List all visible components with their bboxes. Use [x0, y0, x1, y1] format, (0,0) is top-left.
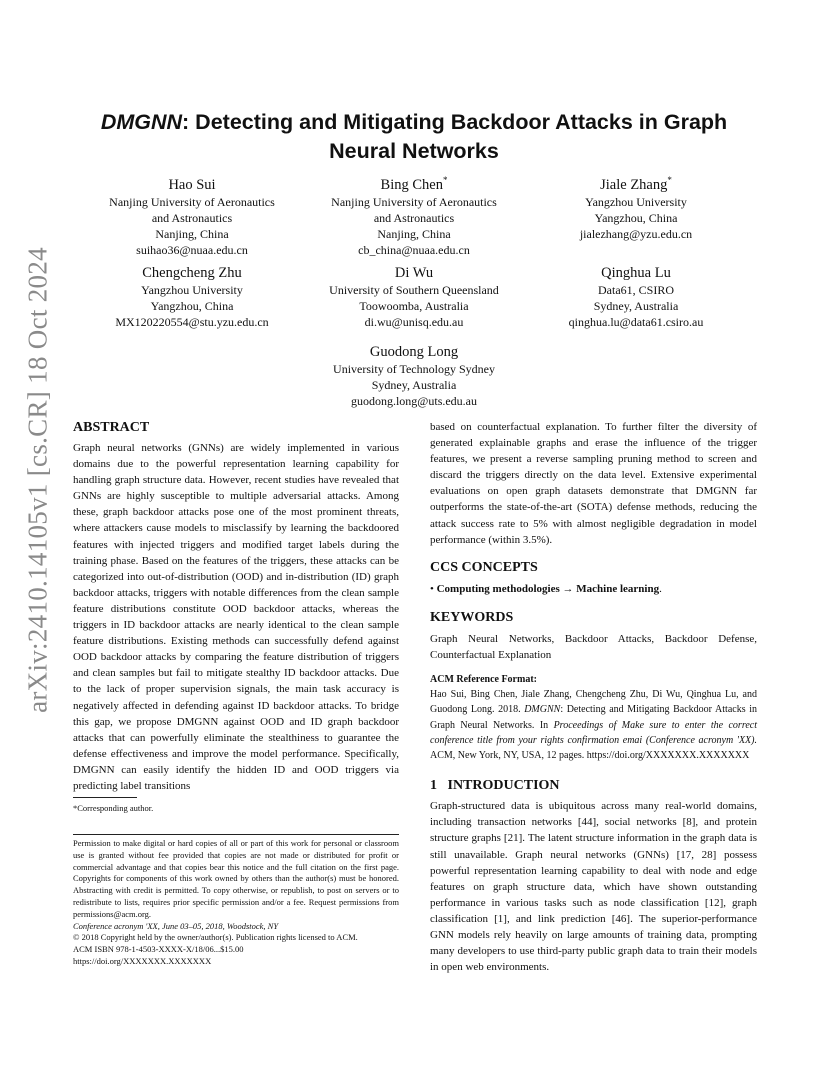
author-name: Jiale Zhang* [600, 175, 672, 193]
author-location: Yangzhou, China [594, 210, 678, 225]
author-affiliation: University of Southern Queensland [329, 283, 499, 297]
ccs-heading: CCS CONCEPTS [430, 559, 538, 575]
author-block-hao-sui [82, 171, 302, 258]
author-location: Nanjing, China [377, 226, 451, 241]
abstract-body-left: Graph neural networks (GNNs) are widely implemented in various domains due to the powerful representation learning capability for handling graph structure data. However, recent studies have revealed that GNNs are highly susceptible to multiple adversarial attacks. Among these, graph backdoor attacks pose one of the most prominent threats, where attackers cause models to misclassify by learning the backdoored features with injected triggers and modified target labels during the training phase. Based on the features of the triggers, these attacks can be categorized into out-of-distribution (OOD) and in-distribution (ID) graph backdoor attacks, triggers with notable differences from the clean sample feature distributions constitute OOD backdoor attacks, whereas the triggers in ID backdoor attacks are nearly identical to the clean sample feature distributions. Existing methods can successfully defend against OOD backdoor attacks by comparing the feature distribution of triggers and clean samples but fail to mitigate stealthy ID backdoor attacks. Due to the lack of proper supervision signals, the main task accuracy is negatively affected in defending against ID backdoor attacks. To bridge this gap, we propose DMGNN against OOD and ID graph backdoor attacks that can powerfully eliminate the stealthiness to guarantee the defense effectiveness and improve the model performance. Specifically, DMGNN can easily identify the hidden ID and OOD triggers via predicting label transitions [73, 442, 399, 792]
author-affiliation: Yangzhou University [585, 194, 687, 209]
permission-block [73, 838, 399, 968]
author-email: MX120220554@stu.yzu.edu.cn [115, 315, 269, 329]
corresponding-author-footnote: *Corresponding author. [73, 803, 154, 813]
author-location: Yangzhou, China [150, 299, 234, 313]
author-name: Hao Sui [168, 176, 216, 193]
author-name: Chengcheng Zhu [142, 265, 242, 281]
author-affiliation: Yangzhou University [141, 283, 243, 297]
author-affiliation: Nanjing University of Aeronautics [331, 194, 497, 209]
author-location: Sydney, Australia [371, 378, 457, 392]
author-affiliation: Nanjing University of Aeronautics [109, 194, 275, 209]
author-email: suihao36@nuaa.edu.cn [136, 242, 248, 257]
arxiv-identifier-stamp: arXiv:2410.14105v1 [cs.CR] 18 Oct 2024 [22, 247, 53, 713]
author-block-di-wu [304, 264, 524, 330]
author-location: Nanjing, China [155, 226, 229, 241]
footnote-divider [73, 797, 137, 798]
author-name: Bing Chen* [380, 175, 448, 193]
paper-title [70, 108, 758, 166]
ccs-concepts: • Computing methodologies → Machine learning. [430, 582, 662, 595]
author-name: Qinghua Lu [601, 265, 671, 281]
author-block-jiale-zhang [526, 171, 746, 242]
keywords-heading: KEYWORDS [430, 609, 514, 625]
author-email: jialezhang@yzu.edu.cn [579, 226, 693, 241]
author-affiliation: and Astronautics [151, 210, 233, 225]
author-block-bing-chen [304, 171, 524, 258]
conference-line: Conference acronym 'XX, June 03–05, 2018, Woodstock, NY [73, 920, 279, 931]
author-location: Toowoomba, Australia [359, 299, 469, 313]
acm-reference-format: ACM Reference Format: Hao Sui, Bing Chen, Jiale Zhang, Chengcheng Zhu, Di Wu, Qinghua Lu, and Guodong Long. 2018. DMGNN: Detecting and Mitigating Backdoor Attacks in Graph Neural Networks. In Proceedings of Make sure to enter the correct conference title from your rights confirmation emai (Conference acronym 'XX). ACM, New York, NY, USA, 12 pages. https://doi.org/XXXXXXX.XXXXXXX [430, 674, 757, 762]
abstract-body-right: based on counterfactual explanation. To further filter the diversity of generated explainable graphs and erase the influence of the trigger features, we present a reverse sampling pruning method to screen and discard the triggers directly on the data level. Extensive experimental evaluations on open graph datasets demonstrate that DMGNN far outperforms the state-of-the-art (SOTA) defense methods, reducing the attack success rate to 5% with almost negligible degradation in model performance (within 3.5%). [430, 421, 757, 546]
author-block-qinghua-lu [526, 264, 746, 330]
right-column [430, 419, 757, 975]
title-line-2: Neural Networks [329, 139, 499, 163]
introduction-body: Graph-structured data is ubiquitous across many real-world domains, including transaction networks [44], social networks [8], and protein structure graphs [21]. The latent structure information in the graph data is still unavailable. Graph neural networks (GNNs) [17, 28] possess powerful representation learning capability to deal with node and edge features on graph structure data, which have shown outstanding performance in various tasks such as node classification [12], graph classification [1], and link prediction [46]. The superior-performance GNN models rely heavily on large amounts of training data, prompting many developers to use third-party public graph data to train their models in open web environments. [430, 800, 757, 974]
introduction-heading: 1 INTRODUCTION [430, 778, 560, 794]
doi-line: https://doi.org/XXXXXXX.XXXXXXX [73, 955, 212, 966]
author-email: qinghua.lu@data61.csiro.au [568, 315, 704, 329]
author-name: Di Wu [394, 265, 434, 281]
abstract-section [73, 419, 399, 794]
author-affiliation: University of Technology Sydney [333, 362, 495, 376]
author-affiliation: and Astronautics [373, 210, 455, 225]
author-email: di.wu@unisq.edu.au [364, 315, 464, 329]
acm-reference-heading: ACM Reference Format: [430, 674, 537, 686]
permission-divider [73, 834, 399, 835]
permission-text: Permission to make digital or hard copies of all or part of this work for personal or classroom use is granted without fee provided that copies are not made or distributed for profit or commercial advantage and that copies bear this notice and the full citation on the first page. Copyrights for components of this work owned by others than the author(s) must be honored. Abstracting with credit is permitted. To copy otherwise, or republish, to post on servers or to redistribute to lists, requires prior specific permission and/or a fee. Request permissions from permissions@acm.org. [73, 838, 399, 919]
author-email: guodong.long@uts.edu.au [350, 394, 478, 408]
author-name: Guodong Long [369, 344, 459, 360]
author-location: Sydney, Australia [593, 299, 679, 313]
author-email: cb_china@nuaa.edu.cn [358, 242, 470, 257]
author-block-guodong-long [304, 343, 524, 409]
copyright-line: © 2018 Copyright held by the owner/author(s). Publication rights licensed to ACM. [73, 932, 358, 943]
abstract-heading: ABSTRACT [73, 420, 150, 435]
keywords-text: Graph Neural Networks, Backdoor Attacks, Backdoor Defense, Counterfactual Explanation [430, 632, 757, 661]
title-line-1: : Detecting and Mitigating Backdoor Attacks in Graph [182, 110, 728, 134]
author-block-chengcheng-zhu [82, 264, 302, 330]
isbn-line: ACM ISBN 978-1-4503-XXXX-X/18/06...$15.00 [73, 944, 244, 955]
author-affiliation: Data61, CSIRO [598, 283, 674, 297]
title-system-name: DMGNN [100, 110, 183, 134]
